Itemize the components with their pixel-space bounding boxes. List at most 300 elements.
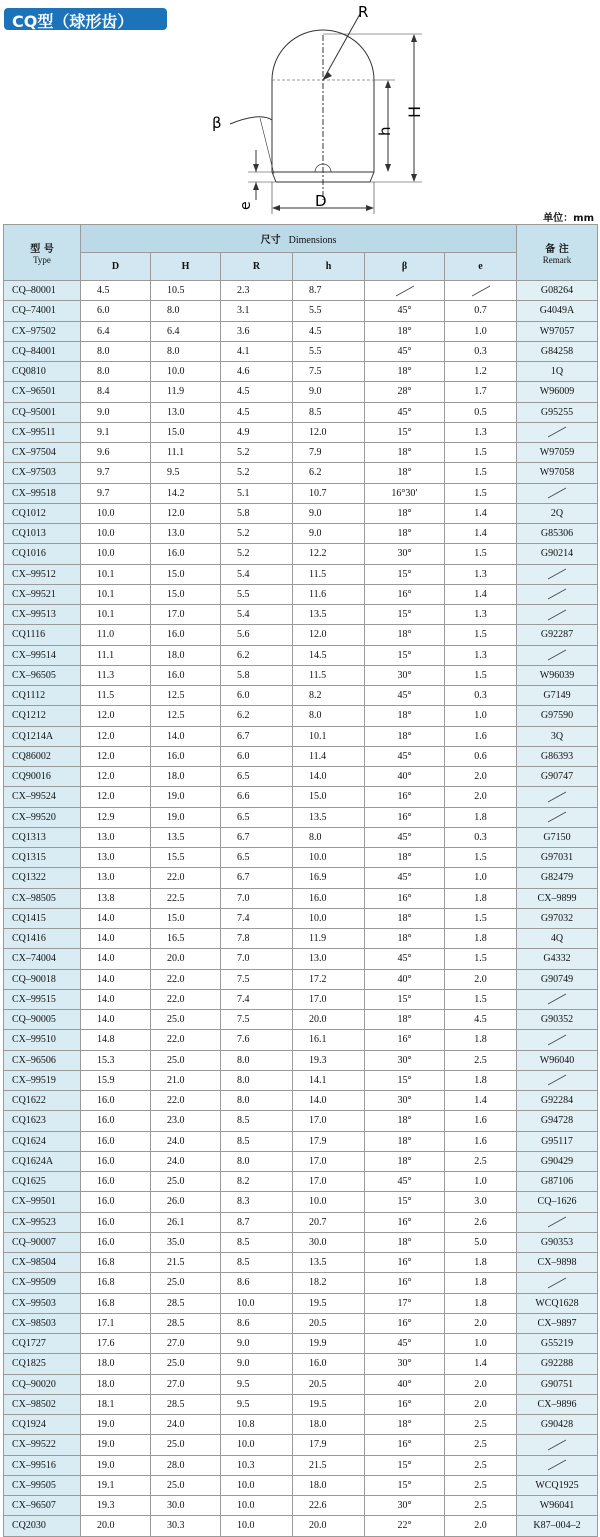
cell-remark: CQ–1626	[517, 1192, 598, 1212]
cell-remark: G90749	[517, 969, 598, 989]
cell-remark: W97057	[517, 321, 598, 341]
cell-h-lower: 8.2	[293, 686, 365, 706]
table-row	[4, 422, 598, 442]
table-row	[4, 787, 598, 807]
table-row	[4, 382, 598, 402]
cell-remark: WCQ1628	[517, 1293, 598, 1313]
cell-beta: 18°	[365, 908, 445, 928]
table-row	[4, 1394, 598, 1414]
cell-h-upper: 21.0	[151, 1070, 221, 1090]
cell-r: 8.2	[221, 1172, 293, 1192]
cell-beta: 22°	[365, 1516, 445, 1536]
cell-remark: G90751	[517, 1374, 598, 1394]
cell-e: 1.0	[445, 1334, 517, 1354]
cell-e: 2.0	[445, 767, 517, 787]
cell-e: 5.0	[445, 1232, 517, 1252]
cell-h-lower: 6.2	[293, 463, 365, 483]
table-row	[4, 1030, 598, 1050]
cell-e: 1.8	[445, 807, 517, 827]
cell-beta: 16°	[365, 888, 445, 908]
cell-remark-slash	[517, 1273, 598, 1293]
cell-r: 8.5	[221, 1131, 293, 1151]
cell-type: CQ1322	[4, 868, 81, 888]
cell-d: 9.6	[81, 443, 151, 463]
cell-h-lower: 12.0	[293, 625, 365, 645]
cell-h-lower: 15.0	[293, 787, 365, 807]
slash-mark	[546, 1439, 568, 1451]
cell-h-upper: 28.0	[151, 1455, 221, 1475]
slash-mark	[546, 426, 568, 438]
cell-d: 11.3	[81, 665, 151, 685]
cell-beta: 45°	[365, 746, 445, 766]
cell-e: 1.8	[445, 1273, 517, 1293]
cell-h-lower: 21.5	[293, 1455, 365, 1475]
cell-d: 16.0	[81, 1131, 151, 1151]
cell-beta: 18°	[365, 1111, 445, 1131]
cell-d: 10.0	[81, 544, 151, 564]
cell-h-upper: 26.0	[151, 1192, 221, 1212]
cell-type: CX–99520	[4, 807, 81, 827]
slash-mark	[546, 1034, 568, 1046]
cell-h-upper: 19.0	[151, 787, 221, 807]
cell-h-lower: 4.5	[293, 321, 365, 341]
cell-type: CX–99505	[4, 1475, 81, 1495]
cell-beta: 18°	[365, 321, 445, 341]
cell-r: 5.8	[221, 503, 293, 523]
cell-h-upper: 22.0	[151, 969, 221, 989]
cell-r: 10.0	[221, 1516, 293, 1536]
cell-beta: 15°	[365, 989, 445, 1009]
cell-h-upper: 24.0	[151, 1131, 221, 1151]
cell-d: 19.0	[81, 1435, 151, 1455]
cell-h-lower: 14.0	[293, 767, 365, 787]
table-row	[4, 1293, 598, 1313]
cell-type: CQ–90007	[4, 1232, 81, 1252]
cell-h-upper: 16.0	[151, 665, 221, 685]
cell-r: 5.4	[221, 605, 293, 625]
header-dim-en: Dimensions	[288, 235, 337, 246]
cell-h-lower: 5.5	[293, 341, 365, 361]
cell-r: 4.5	[221, 402, 293, 422]
cell-remark-slash	[517, 807, 598, 827]
cell-e: 0.5	[445, 402, 517, 422]
cell-remark: G55219	[517, 1334, 598, 1354]
cell-e-slash	[445, 281, 517, 301]
cell-r: 6.2	[221, 645, 293, 665]
cell-e: 1.0	[445, 321, 517, 341]
cell-r: 7.6	[221, 1030, 293, 1050]
cell-remark: G82479	[517, 868, 598, 888]
cell-r: 7.8	[221, 929, 293, 949]
header-remark-cn: 备 注	[545, 244, 569, 255]
cell-d: 12.0	[81, 706, 151, 726]
cell-remark: CX–9896	[517, 1394, 598, 1414]
cell-h-lower: 11.6	[293, 584, 365, 604]
slash-mark	[546, 649, 568, 661]
cell-remark: W97058	[517, 463, 598, 483]
cell-d: 11.1	[81, 645, 151, 665]
cell-d: 10.0	[81, 524, 151, 544]
cell-remark: G97590	[517, 706, 598, 726]
table-row	[4, 524, 598, 544]
cell-h-upper: 15.0	[151, 908, 221, 928]
cell-d: 16.0	[81, 1232, 151, 1252]
cell-d: 17.6	[81, 1334, 151, 1354]
cell-beta: 15°	[365, 645, 445, 665]
cell-r: 5.2	[221, 443, 293, 463]
cell-r: 8.0	[221, 1070, 293, 1090]
cell-beta: 45°	[365, 301, 445, 321]
table-row	[4, 746, 598, 766]
cell-type: CX–98505	[4, 888, 81, 908]
cell-beta: 18°	[365, 929, 445, 949]
slash-mark	[546, 609, 568, 621]
label-beta: β	[212, 114, 222, 132]
cell-h-lower: 5.5	[293, 301, 365, 321]
cell-r: 6.5	[221, 807, 293, 827]
cell-beta-slash	[365, 281, 445, 301]
cell-d: 13.0	[81, 848, 151, 868]
cell-d: 15.3	[81, 1050, 151, 1070]
cell-r: 6.2	[221, 706, 293, 726]
cell-h-upper: 15.0	[151, 422, 221, 442]
cell-remark-slash	[517, 645, 598, 665]
cell-d: 4.5	[81, 281, 151, 301]
cell-d: 8.0	[81, 341, 151, 361]
cell-h-upper: 27.0	[151, 1334, 221, 1354]
cell-d: 6.0	[81, 301, 151, 321]
table-row	[4, 1131, 598, 1151]
button-bit-diagram	[200, 0, 440, 218]
cell-e: 0.3	[445, 827, 517, 847]
slash-mark	[546, 993, 568, 1005]
cell-e: 1.4	[445, 1354, 517, 1374]
cell-beta: 45°	[365, 686, 445, 706]
cell-beta: 30°	[365, 1496, 445, 1516]
cell-h-upper: 8.0	[151, 341, 221, 361]
cell-beta: 40°	[365, 969, 445, 989]
table-row	[4, 1010, 598, 1030]
table-row	[4, 402, 598, 422]
cell-h-lower: 14.1	[293, 1070, 365, 1090]
cell-e: 1.8	[445, 888, 517, 908]
cell-e: 1.5	[445, 544, 517, 564]
cell-remark-slash	[517, 1070, 598, 1090]
cell-r: 5.2	[221, 544, 293, 564]
table-row	[4, 1354, 598, 1374]
cell-r: 10.3	[221, 1455, 293, 1475]
cell-type: CX–97503	[4, 463, 81, 483]
cell-d: 13.0	[81, 827, 151, 847]
cell-type: CQ–90018	[4, 969, 81, 989]
cell-e: 1.5	[445, 443, 517, 463]
cell-remark-slash	[517, 1435, 598, 1455]
cell-h-upper: 19.0	[151, 807, 221, 827]
cell-beta: 15°	[365, 605, 445, 625]
cell-e: 2.5	[445, 1415, 517, 1435]
cell-h-lower: 8.0	[293, 827, 365, 847]
cell-e: 2.0	[445, 1394, 517, 1414]
slash-mark	[546, 791, 568, 803]
cell-r: 3.6	[221, 321, 293, 341]
cell-e: 1.8	[445, 1293, 517, 1313]
header-col-H: H	[151, 253, 221, 281]
table-row	[4, 807, 598, 827]
cell-h-upper: 18.0	[151, 767, 221, 787]
label-h: h	[376, 126, 394, 136]
cell-h-upper: 21.5	[151, 1253, 221, 1273]
cell-beta: 30°	[365, 1354, 445, 1374]
cell-h-lower: 19.9	[293, 1334, 365, 1354]
cell-h-lower: 7.5	[293, 362, 365, 382]
cell-h-lower: 14.0	[293, 1091, 365, 1111]
cell-r: 9.5	[221, 1394, 293, 1414]
cell-h-upper: 22.0	[151, 989, 221, 1009]
cell-h-lower: 10.0	[293, 908, 365, 928]
cell-type: CQ–95001	[4, 402, 81, 422]
cell-beta: 16°	[365, 787, 445, 807]
cell-h-lower: 12.0	[293, 422, 365, 442]
cell-beta: 16°	[365, 1273, 445, 1293]
cell-h-lower: 7.9	[293, 443, 365, 463]
cell-r: 5.8	[221, 665, 293, 685]
cell-r: 6.6	[221, 787, 293, 807]
cell-h-upper: 16.5	[151, 929, 221, 949]
table-row	[4, 1091, 598, 1111]
cell-type: CX–96501	[4, 382, 81, 402]
cell-h-lower: 13.5	[293, 605, 365, 625]
cell-type: CX–99524	[4, 787, 81, 807]
table-row	[4, 1435, 598, 1455]
cell-d: 8.0	[81, 362, 151, 382]
cell-h-lower: 17.0	[293, 989, 365, 1009]
cell-e: 1.4	[445, 1091, 517, 1111]
cell-remark-slash	[517, 989, 598, 1009]
cell-d: 12.0	[81, 726, 151, 746]
cell-type: CQ1624A	[4, 1151, 81, 1171]
cell-h-lower: 16.1	[293, 1030, 365, 1050]
cell-r: 6.5	[221, 767, 293, 787]
slash-mark	[546, 1074, 568, 1086]
cell-d: 10.0	[81, 503, 151, 523]
cell-remark-slash	[517, 1030, 598, 1050]
cell-beta: 18°	[365, 463, 445, 483]
cell-type: CX–96506	[4, 1050, 81, 1070]
cell-remark: G90214	[517, 544, 598, 564]
cell-type: CX–99523	[4, 1212, 81, 1232]
cell-remark: CX–9898	[517, 1253, 598, 1273]
cell-e: 2.5	[445, 1475, 517, 1495]
cell-r: 9.5	[221, 1374, 293, 1394]
table-row	[4, 868, 598, 888]
cell-e: 1.6	[445, 1131, 517, 1151]
cell-h-lower: 17.0	[293, 1172, 365, 1192]
table-row	[4, 1172, 598, 1192]
cell-beta: 18°	[365, 625, 445, 645]
cell-remark: CX–9897	[517, 1313, 598, 1333]
cell-remark: G90353	[517, 1232, 598, 1252]
cell-r: 10.0	[221, 1293, 293, 1313]
table-row	[4, 625, 598, 645]
cell-r: 8.0	[221, 1091, 293, 1111]
cell-d: 13.0	[81, 868, 151, 888]
cell-type: CX–98504	[4, 1253, 81, 1273]
cell-h-upper: 17.0	[151, 605, 221, 625]
table-row	[4, 888, 598, 908]
table-row	[4, 1070, 598, 1090]
cell-e: 1.3	[445, 645, 517, 665]
cell-d: 10.1	[81, 564, 151, 584]
table-row	[4, 949, 598, 969]
cell-e: 1.5	[445, 949, 517, 969]
table-row	[4, 341, 598, 361]
cell-beta: 45°	[365, 341, 445, 361]
cell-remark: G90352	[517, 1010, 598, 1030]
cell-remark-slash	[517, 1212, 598, 1232]
cell-type: CQ–90005	[4, 1010, 81, 1030]
cell-h-lower: 10.0	[293, 1192, 365, 1212]
table-row	[4, 1475, 598, 1495]
cell-h-upper: 25.0	[151, 1050, 221, 1070]
cell-beta: 45°	[365, 1334, 445, 1354]
table-row	[4, 463, 598, 483]
cell-h-upper: 35.0	[151, 1232, 221, 1252]
cell-remark-slash	[517, 1455, 598, 1475]
cell-h-upper: 12.5	[151, 686, 221, 706]
cell-type: CX–99513	[4, 605, 81, 625]
cell-d: 11.0	[81, 625, 151, 645]
cell-e: 0.7	[445, 301, 517, 321]
cell-e: 1.5	[445, 483, 517, 503]
cell-beta: 18°	[365, 1010, 445, 1030]
cell-beta: 18°	[365, 503, 445, 523]
cell-type: CQ1315	[4, 848, 81, 868]
cell-beta: 16°	[365, 1253, 445, 1273]
cell-d: 16.0	[81, 1212, 151, 1232]
table-row	[4, 321, 598, 341]
cell-r: 7.5	[221, 969, 293, 989]
cell-type: CX–98502	[4, 1394, 81, 1414]
cell-e: 1.3	[445, 605, 517, 625]
cell-e: 1.8	[445, 1253, 517, 1273]
table-row	[4, 281, 598, 301]
table-row	[4, 989, 598, 1009]
cell-remark: G97032	[517, 908, 598, 928]
cell-beta: 18°	[365, 443, 445, 463]
header-col-R: R	[221, 253, 293, 281]
cell-remark-slash	[517, 584, 598, 604]
cell-r: 10.0	[221, 1435, 293, 1455]
cell-remark: CX–9899	[517, 888, 598, 908]
cell-type: CQ1623	[4, 1111, 81, 1131]
label-R: R	[358, 3, 369, 21]
header-col-D: D	[81, 253, 151, 281]
cell-type: CQ86002	[4, 746, 81, 766]
cell-d: 16.0	[81, 1091, 151, 1111]
cell-h-lower: 20.7	[293, 1212, 365, 1232]
cell-type: CX–99509	[4, 1273, 81, 1293]
cell-h-upper: 15.5	[151, 848, 221, 868]
cell-type: CX–98503	[4, 1313, 81, 1333]
cell-h-lower: 17.0	[293, 1111, 365, 1131]
cell-h-lower: 10.0	[293, 848, 365, 868]
cell-h-upper: 11.1	[151, 443, 221, 463]
cell-type: CQ1727	[4, 1334, 81, 1354]
cell-beta: 30°	[365, 544, 445, 564]
cell-e: 1.7	[445, 382, 517, 402]
cell-d: 19.0	[81, 1455, 151, 1475]
table-row	[4, 1374, 598, 1394]
cell-beta: 18°	[365, 706, 445, 726]
cell-d: 14.0	[81, 1010, 151, 1030]
cell-beta: 15°	[365, 1192, 445, 1212]
cell-h-lower: 8.0	[293, 706, 365, 726]
slash-mark	[546, 1459, 568, 1471]
table-row	[4, 1192, 598, 1212]
cell-beta: 16°	[365, 1212, 445, 1232]
cell-h-lower: 16.0	[293, 888, 365, 908]
cell-type: CX–99519	[4, 1070, 81, 1090]
cell-d: 12.0	[81, 787, 151, 807]
cell-h-upper: 25.0	[151, 1475, 221, 1495]
cell-type: CX–96507	[4, 1496, 81, 1516]
cell-e: 2.5	[445, 1455, 517, 1475]
cell-d: 16.8	[81, 1293, 151, 1313]
cell-h-lower: 16.9	[293, 868, 365, 888]
cell-h-lower: 13.0	[293, 949, 365, 969]
cell-h-upper: 16.0	[151, 544, 221, 564]
cell-h-upper: 22.0	[151, 1030, 221, 1050]
table-row	[4, 929, 598, 949]
cell-r: 7.4	[221, 908, 293, 928]
cell-type: CX–99512	[4, 564, 81, 584]
cell-beta: 45°	[365, 868, 445, 888]
table-row	[4, 1334, 598, 1354]
table-row	[4, 544, 598, 564]
cell-d: 17.1	[81, 1313, 151, 1333]
cell-h-upper: 14.0	[151, 726, 221, 746]
cell-r: 6.7	[221, 726, 293, 746]
cell-remark: 1Q	[517, 362, 598, 382]
cell-type: CQ1012	[4, 503, 81, 523]
cell-remark: K87–004–2	[517, 1516, 598, 1536]
cell-h-lower: 20.0	[293, 1010, 365, 1030]
cell-h-lower: 17.0	[293, 1151, 365, 1171]
cell-h-upper: 20.0	[151, 949, 221, 969]
table-row	[4, 1313, 598, 1333]
cell-beta: 15°	[365, 1455, 445, 1475]
cell-beta: 18°	[365, 1131, 445, 1151]
cell-h-lower: 20.5	[293, 1313, 365, 1333]
cell-h-lower: 18.0	[293, 1415, 365, 1435]
cell-h-lower: 11.9	[293, 929, 365, 949]
label-e: e	[238, 201, 254, 210]
cell-r: 5.5	[221, 584, 293, 604]
cell-remark-slash	[517, 787, 598, 807]
cell-r: 8.5	[221, 1232, 293, 1252]
slash-mark	[546, 811, 568, 823]
cell-h-lower: 19.5	[293, 1394, 365, 1414]
cell-remark: G86393	[517, 746, 598, 766]
table-row	[4, 1496, 598, 1516]
cell-r: 8.6	[221, 1273, 293, 1293]
cell-d: 14.0	[81, 989, 151, 1009]
cell-r: 8.7	[221, 1212, 293, 1232]
cell-e: 1.5	[445, 625, 517, 645]
cell-beta: 16°	[365, 1435, 445, 1455]
cell-r: 6.5	[221, 848, 293, 868]
cell-type: CQ1622	[4, 1091, 81, 1111]
